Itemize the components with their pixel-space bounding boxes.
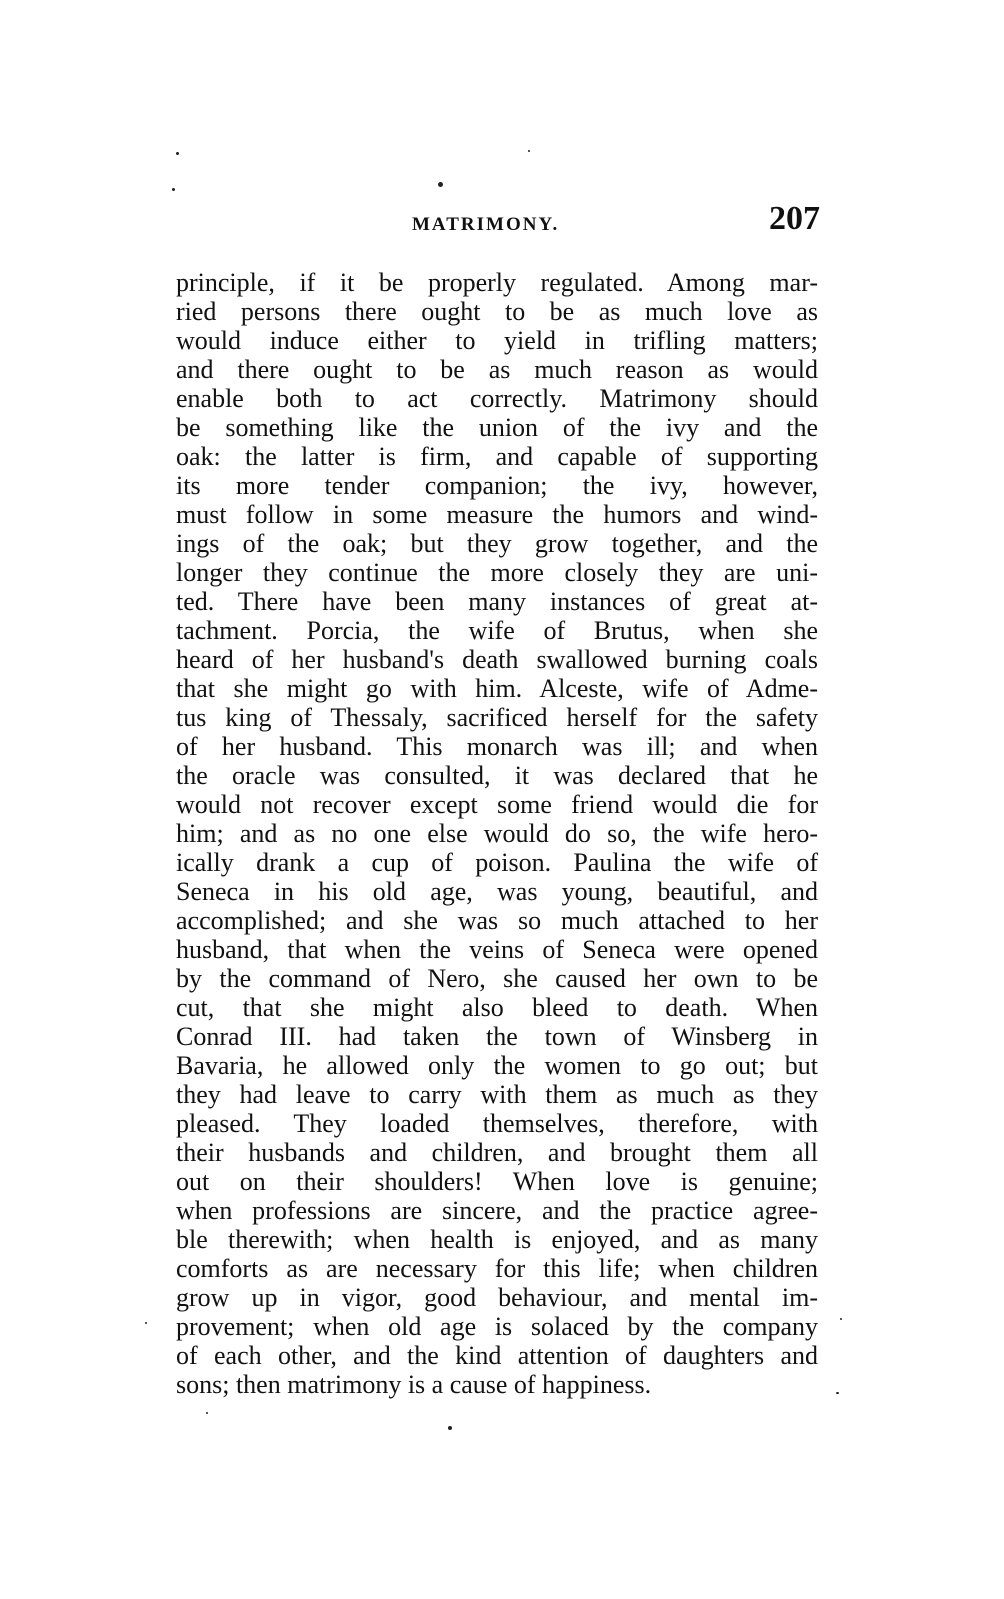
text-line: by the command of Nero, she caused her own to be [176,964,818,993]
text-line: tus king of Thessaly, sacrificed herself for the safety [176,703,818,732]
ink-speck [840,1318,842,1320]
text-line: when professions are sincere, and the practice agree- [176,1196,818,1225]
text-line: him; and as no one else would do so, the wife hero- [176,819,818,848]
ink-speck [206,1412,208,1414]
text-line: be something like the union of the ivy and the [176,413,818,442]
text-line: cut, that she might also bleed to death. When [176,993,818,1022]
text-line: ically drank a cup of poison. Paulina the wife of [176,848,818,877]
text-line: oak: the latter is firm, and capable of supporting [176,442,818,471]
ink-speck [145,1322,147,1324]
text-line: would induce either to yield in trifling matters; [176,326,818,355]
text-line: principle, if it be properly regulated. Among mar- [176,268,818,297]
text-line: would not recover except some friend would die for [176,790,818,819]
text-line: tachment. Porcia, the wife of Brutus, when she [176,616,818,645]
text-line: of her husband. This monarch was ill; and when [176,732,818,761]
text-line: grow up in vigor, good behaviour, and mental im- [176,1283,818,1312]
text-line: that she might go with him. Alceste, wife of Adme- [176,674,818,703]
text-line: its more tender companion; the ivy, however, [176,471,818,500]
text-line: Conrad III. had taken the town of Winsberg in [176,1022,818,1051]
text-line: ings of the oak; but they grow together, and the [176,529,818,558]
text-line: ried persons there ought to be as much love as [176,297,818,326]
text-line: accomplished; and she was so much attached to her [176,906,818,935]
text-line: husband, that when the veins of Seneca were opened [176,935,818,964]
text-line: out on their shoulders! When love is genuine; [176,1167,818,1196]
text-line: pleased. They loaded themselves, therefore, with [176,1109,818,1138]
text-line: heard of her husband's death swallowed burning coals [176,645,818,674]
text-line: Bavaria, he allowed only the women to go out; but [176,1051,818,1080]
text-line: sons; then matrimony is a cause of happiness. [176,1370,652,1399]
body-text [176,268,818,1399]
text-line: the oracle was consulted, it was declared that he [176,761,818,790]
text-line: must follow in some measure the humors and wind- [176,500,818,529]
ink-speck [448,1426,452,1430]
text-line: ted. There have been many instances of great at- [176,587,818,616]
page-number: 207 [769,200,820,237]
text-line: their husbands and children, and brought them all [176,1138,818,1167]
ink-speck [176,152,179,155]
page-header [176,198,820,248]
text-line: longer they continue the more closely they are uni- [176,558,818,587]
text-line: and there ought to be as much reason as would [176,355,818,384]
text-line: Seneca in his old age, was young, beautiful, and [176,877,818,906]
ink-speck [438,182,443,187]
running-head: MATRIMONY. [412,214,560,235]
text-line: ble therewith; when health is enjoyed, and as many [176,1225,818,1254]
text-line: of each other, and the kind attention of daughters and [176,1341,818,1370]
text-line: comforts as are necessary for this life; when children [176,1254,818,1283]
text-line: enable both to act correctly. Matrimony should [176,384,818,413]
text-line: they had leave to carry with them as much as they [176,1080,818,1109]
text-line: provement; when old age is solaced by the company [176,1312,818,1341]
ink-speck [172,188,175,191]
ink-speck [836,1392,839,1394]
ink-speck [528,150,530,152]
